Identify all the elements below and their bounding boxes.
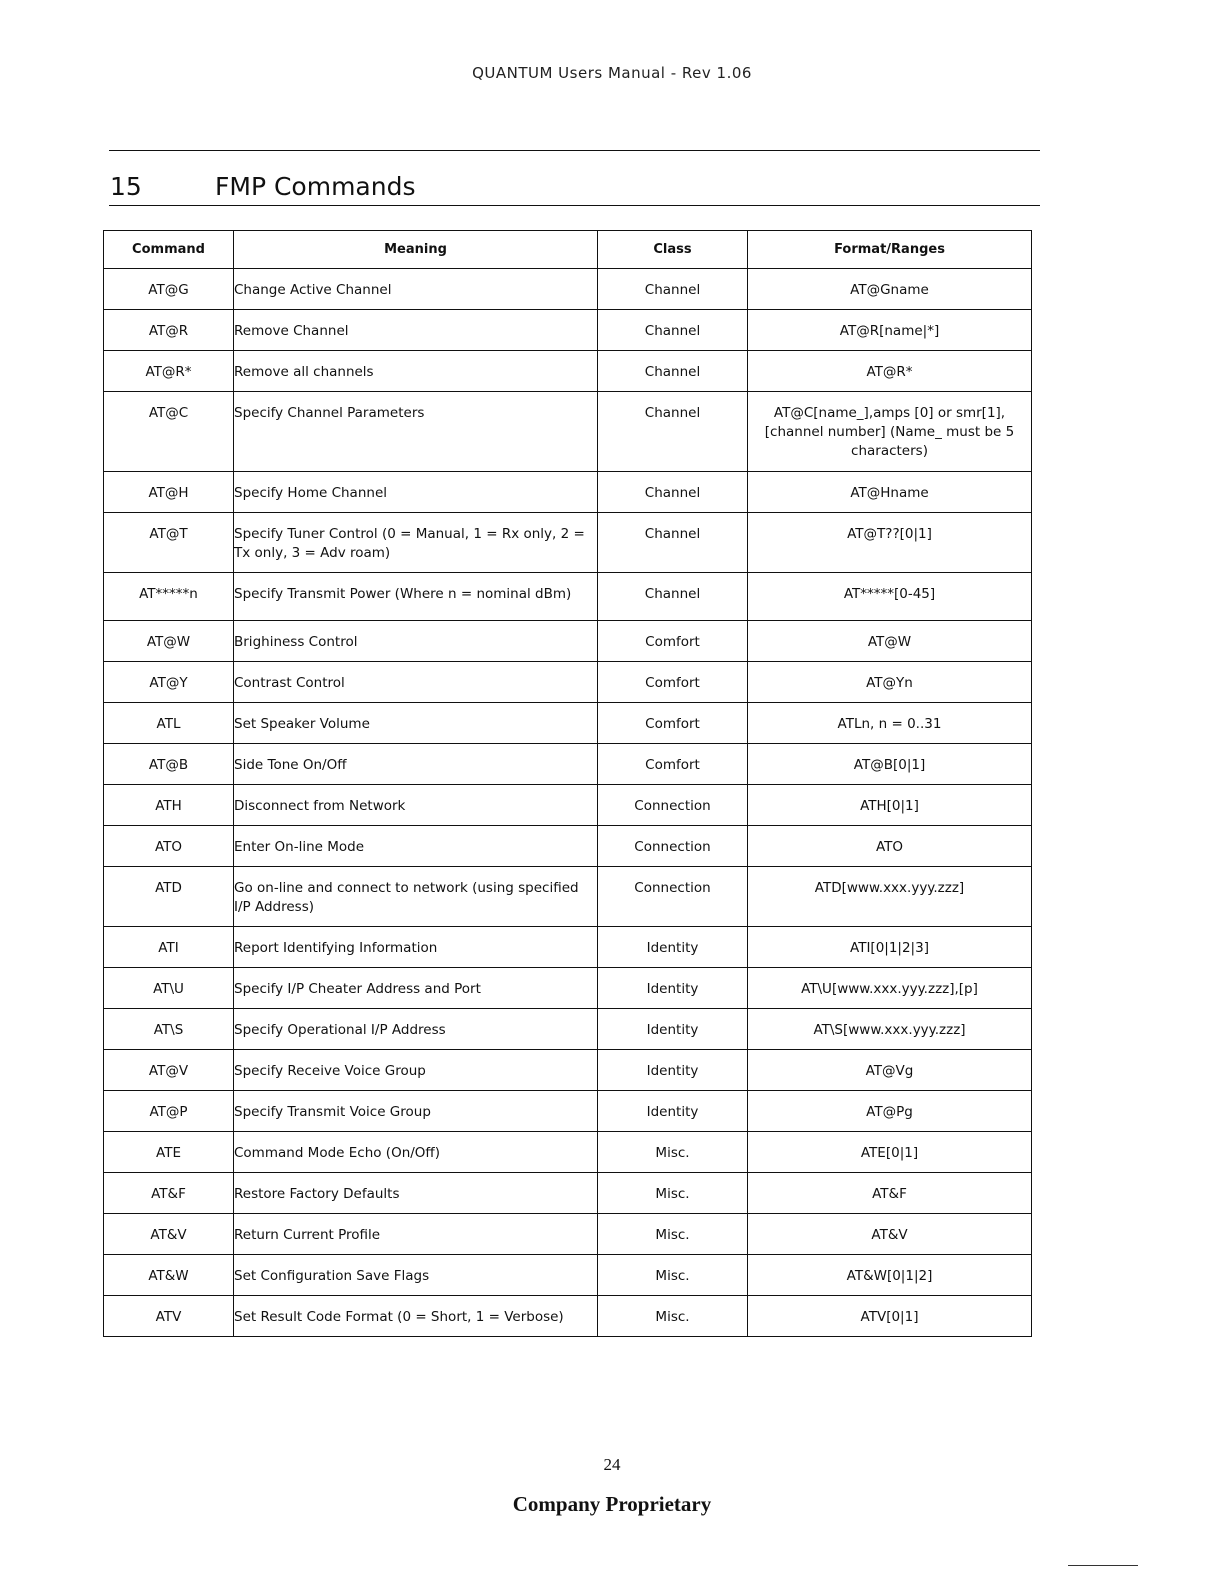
command-cell: AT@B [104,744,234,785]
table-row [104,351,1032,392]
command-cell: AT@P [104,1091,234,1132]
format-cell: ATV[0|1] [748,1296,1032,1337]
header-rule-bottom [109,205,1040,206]
class-cell: Comfort [598,703,748,744]
commands-table [103,230,1032,1337]
meaning-cell: Brighiness Control [234,621,598,662]
table-row [104,1296,1032,1337]
class-cell: Channel [598,513,748,573]
table-row [104,927,1032,968]
class-cell: Comfort [598,621,748,662]
command-cell: AT&F [104,1173,234,1214]
format-cell: AT@R[name|*] [748,310,1032,351]
column-header-format: Format/Ranges [748,231,1032,269]
class-cell: Channel [598,392,748,472]
meaning-cell: Enter On-line Mode [234,826,598,867]
class-cell: Misc. [598,1132,748,1173]
table-row [104,573,1032,621]
class-cell: Misc. [598,1296,748,1337]
command-cell: AT@R [104,310,234,351]
class-cell: Identity [598,1050,748,1091]
class-cell: Channel [598,269,748,310]
format-cell: ATH[0|1] [748,785,1032,826]
meaning-cell: Specify I/P Cheater Address and Port [234,968,598,1009]
format-cell: AT\U[www.xxx.yyy.zzz],[p] [748,968,1032,1009]
format-cell: AT@Yn [748,662,1032,703]
command-cell: AT@Y [104,662,234,703]
command-cell: ATE [104,1132,234,1173]
meaning-cell: Side Tone On/Off [234,744,598,785]
class-cell: Connection [598,867,748,927]
table-row [104,867,1032,927]
command-cell: AT*****n [104,573,234,621]
format-cell: ATD[www.xxx.yyy.zzz] [748,867,1032,927]
format-cell: AT@W [748,621,1032,662]
meaning-cell: Remove Channel [234,310,598,351]
table-row [104,703,1032,744]
meaning-cell: Specify Transmit Power (Where n = nominal dBm) [234,573,598,621]
table-row [104,1091,1032,1132]
class-cell: Misc. [598,1255,748,1296]
corner-rule [1068,1565,1138,1566]
meaning-cell: Set Configuration Save Flags [234,1255,598,1296]
format-cell: ATE[0|1] [748,1132,1032,1173]
table-row [104,392,1032,472]
command-cell: ATL [104,703,234,744]
class-cell: Identity [598,968,748,1009]
footer-label: Company Proprietary [512,1492,712,1516]
table-row [104,1132,1032,1173]
format-cell: AT&V [748,1214,1032,1255]
command-cell: AT@G [104,269,234,310]
format-cell: AT&F [748,1173,1032,1214]
class-cell: Comfort [598,662,748,703]
meaning-cell: Disconnect from Network [234,785,598,826]
command-cell: AT&V [104,1214,234,1255]
column-header-command: Command [104,231,234,269]
command-cell: ATH [104,785,234,826]
meaning-cell: Specify Transmit Voice Group [234,1091,598,1132]
table-row [104,310,1032,351]
table-row [104,968,1032,1009]
meaning-cell: Specify Home Channel [234,472,598,513]
meaning-cell: Specify Channel Parameters [234,392,598,472]
meaning-cell: Return Current Profile [234,1214,598,1255]
table-row [104,826,1032,867]
command-cell: ATO [104,826,234,867]
table-row [104,1009,1032,1050]
table-row [104,472,1032,513]
meaning-cell: Change Active Channel [234,269,598,310]
table-row [104,1173,1032,1214]
class-cell: Comfort [598,744,748,785]
command-cell: AT&W [104,1255,234,1296]
command-cell: AT@W [104,621,234,662]
page-number: 24 [603,1455,621,1474]
format-cell: AT@Gname [748,269,1032,310]
section-title: FMP Commands [215,172,416,201]
format-cell: AT\S[www.xxx.yyy.zzz] [748,1009,1032,1050]
format-cell: ATI[0|1|2|3] [748,927,1032,968]
command-cell: AT@C [104,392,234,472]
table-row [104,744,1032,785]
class-cell: Identity [598,927,748,968]
table-row [104,1214,1032,1255]
meaning-cell: Specify Tuner Control (0 = Manual, 1 = Rx only, 2 = Tx only, 3 = Adv roam) [234,513,598,573]
command-cell: AT\U [104,968,234,1009]
section-number: 15 [110,172,142,201]
table-row [104,513,1032,573]
class-cell: Identity [598,1009,748,1050]
class-cell: Channel [598,310,748,351]
command-cell: ATI [104,927,234,968]
meaning-cell: Specify Receive Voice Group [234,1050,598,1091]
table-row [104,269,1032,310]
meaning-cell: Set Result Code Format (0 = Short, 1 = Verbose) [234,1296,598,1337]
meaning-cell: Restore Factory Defaults [234,1173,598,1214]
running-header: QUANTUM Users Manual - Rev 1.06 [472,64,752,82]
table-row [104,785,1032,826]
format-cell: AT&W[0|1|2] [748,1255,1032,1296]
command-cell: ATV [104,1296,234,1337]
meaning-cell: Report Identifying Information [234,927,598,968]
class-cell: Connection [598,826,748,867]
format-cell: AT@C[name_],amps [0] or smr[1],[channel number] (Name_ must be 5 characters) [748,392,1032,472]
class-cell: Channel [598,351,748,392]
command-cell: ATD [104,867,234,927]
command-cell: AT\S [104,1009,234,1050]
table-header-row [104,231,1032,269]
meaning-cell: Specify Operational I/P Address [234,1009,598,1050]
format-cell: AT@Vg [748,1050,1032,1091]
meaning-cell: Contrast Control [234,662,598,703]
header-rule-top [109,150,1040,151]
table-row [104,1050,1032,1091]
class-cell: Channel [598,472,748,513]
format-cell: AT@B[0|1] [748,744,1032,785]
meaning-cell: Command Mode Echo (On/Off) [234,1132,598,1173]
table-row [104,621,1032,662]
table-row [104,1255,1032,1296]
format-cell: ATO [748,826,1032,867]
format-cell: AT@R* [748,351,1032,392]
command-cell: AT@R* [104,351,234,392]
command-cell: AT@T [104,513,234,573]
meaning-cell: Remove all channels [234,351,598,392]
format-cell: ATLn, n = 0..31 [748,703,1032,744]
class-cell: Identity [598,1091,748,1132]
command-cell: AT@H [104,472,234,513]
format-cell: AT*****[0-45] [748,573,1032,621]
command-cell: AT@V [104,1050,234,1091]
format-cell: AT@Pg [748,1091,1032,1132]
column-header-meaning: Meaning [234,231,598,269]
format-cell: AT@T??[0|1] [748,513,1032,573]
class-cell: Misc. [598,1214,748,1255]
meaning-cell: Go on-line and connect to network (using specified I/P Address) [234,867,598,927]
class-cell: Channel [598,573,748,621]
column-header-class: Class [598,231,748,269]
class-cell: Misc. [598,1173,748,1214]
meaning-cell: Set Speaker Volume [234,703,598,744]
table-row [104,662,1032,703]
class-cell: Connection [598,785,748,826]
format-cell: AT@Hname [748,472,1032,513]
